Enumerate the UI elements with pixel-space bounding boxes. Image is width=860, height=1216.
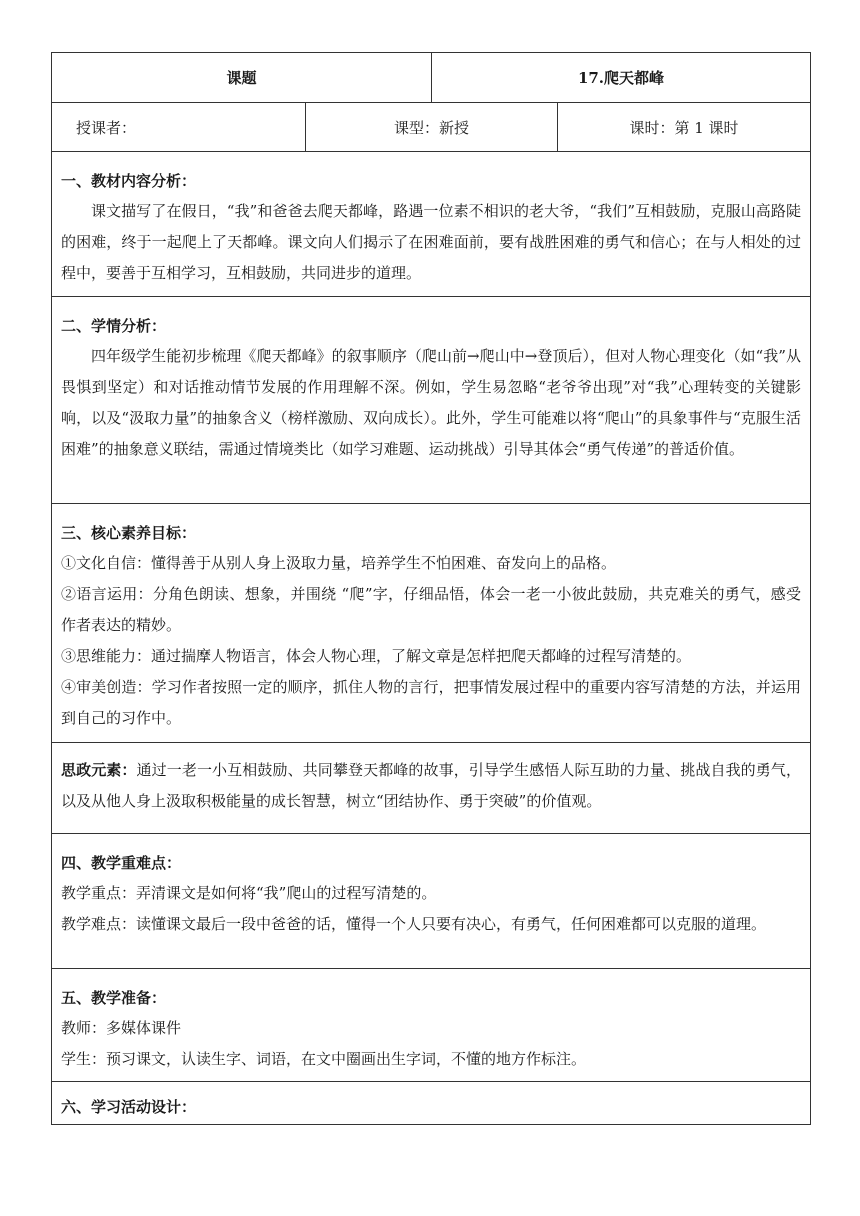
- ideology-body: 通过一老一小互相鼓励、共同攀登天都峰的故事，引导学生感悟人际互助的力量、挑战自我的勇气，以及从他人身上汲取积极能量的成长智慧，树立“团结协作、勇于突破”的价值观。: [61, 761, 801, 810]
- section-activities: [52, 1081, 810, 1124]
- section-analysis: [52, 151, 810, 296]
- section-heading: 二、学情分析：: [61, 317, 167, 335]
- lesson-plan-table: [51, 52, 811, 1125]
- goal-item: ④审美创造：学习作者按照一定的顺序，抓住人物的言行，把事情发展过程中的重要内容写清楚的方法，并运用到自己的习作中。: [61, 678, 801, 727]
- lesson-time-cell: 课时：第 1 课时: [557, 103, 810, 151]
- prep-item: 教师：多媒体课件: [61, 1019, 182, 1037]
- section-body: 课文描写了在假日，“我”和爸爸去爬天都峰，路遇一位素不相识的老大爷，“我们”互相鼓励，克服山高路陡的困难，终于一起爬上了天都峰。课文向人们揭示了在困难面前，要有战胜困难的勇气和信心；在与人相处的过程中，要善于互相学习，互相鼓励，共同进步的道理。: [61, 202, 801, 282]
- teacher-cell: 授课者：: [76, 118, 137, 137]
- section-keypoints: [52, 833, 810, 968]
- ideology-label: 思政元素：: [61, 761, 137, 779]
- section-heading: 六、学习活动设计：: [61, 1098, 197, 1116]
- prep-item: 学生：预习课文，认读生字、词语，在文中圈画出生字词，不懂的地方作标注。: [61, 1050, 587, 1068]
- section-heading: 四、教学重难点：: [61, 854, 182, 872]
- goal-item: ①文化自信：懂得善于从别人身上汲取力量，培养学生不怕困难、奋发向上的品格。: [61, 554, 617, 572]
- info-row: [52, 102, 810, 151]
- goal-item: ②语言运用：分角色朗读、想象，并围绕 “爬”字，仔细品悟，体会一老一小彼此鼓励，共克难关的勇气，感受作者表达的精妙。: [61, 585, 801, 634]
- section-heading: 五、教学准备：: [61, 989, 167, 1007]
- section-body: 四年级学生能初步梳理《爬天都峰》的叙事顺序（爬山前→爬山中→登顶后），但对人物心理变化（如“我”从畏惧到坚定）和对话推动情节发展的作用理解不深。例如，学生易忽略“老爷爷出现”对“我”心理转变的关键影响，以及“汲取力量”的抽象含义（榜样激励、双向成长）。此外，学生可能难以将“爬山”的具象事件与“克服生活困难”的抽象意义联结，需通过情境类比（如学习难题、运动挑战）引导其体会“勇气传递”的普适价值。: [61, 347, 801, 458]
- lesson-type-cell: 课型：新授: [305, 103, 557, 151]
- goal-item: ③思维能力：通过揣摩人物语言，体会人物心理，了解文章是怎样把爬天都峰的过程写清楚的。: [61, 647, 692, 665]
- topic-value: 17.爬天都峰: [431, 53, 810, 102]
- topic-label: 课题: [226, 69, 257, 87]
- section-students: [52, 296, 810, 503]
- keypoint-item: 教学重点：弄清课文是如何将“我”爬山的过程写清楚的。: [61, 884, 437, 902]
- section-ideology: [52, 742, 810, 833]
- section-goals: [52, 503, 810, 742]
- section-heading: 一、教材内容分析：: [61, 172, 197, 190]
- section-prep: [52, 968, 810, 1081]
- section-heading: 三、核心素养目标：: [61, 524, 197, 542]
- topic-row: [52, 53, 810, 102]
- ideology-paragraph: [61, 755, 801, 817]
- keypoint-item: 教学难点：读懂课文最后一段中爸爸的话，懂得一个人只要有决心，有勇气，任何困难都可以克服的道理。: [61, 915, 767, 933]
